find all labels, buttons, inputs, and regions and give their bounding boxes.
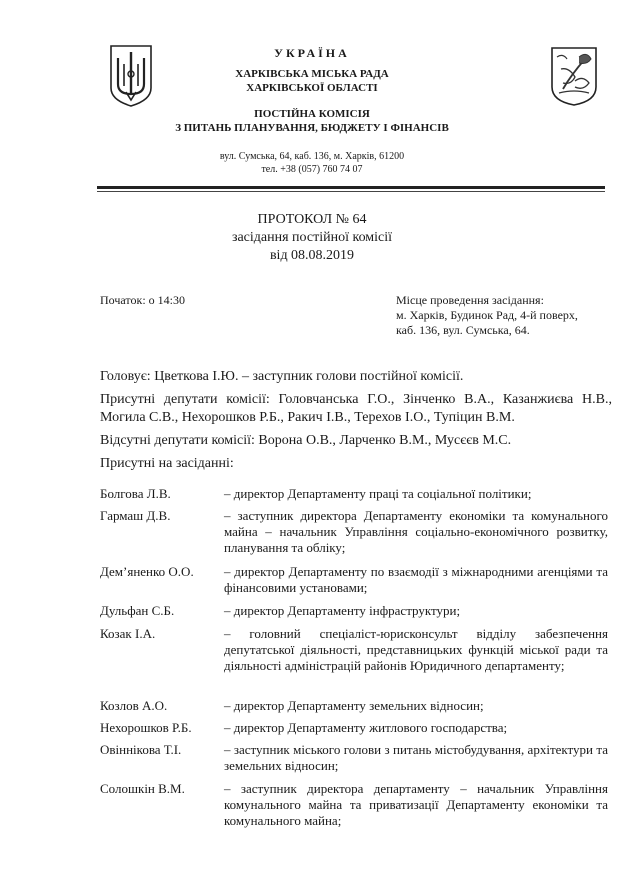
meeting-place (396, 293, 606, 338)
meeting-place-line-1: м. Харків, Будинок Рад, 4-й поверх, (396, 308, 578, 322)
commission-line-1: ПОСТІЙНА КОМІСІЯ (254, 108, 370, 120)
header-divider-thin (97, 191, 605, 192)
address-line-2: тел. +38 (057) 760 74 07 (261, 164, 363, 175)
commission-heading (0, 107, 624, 135)
council-line-2: ХАРКІВСЬКОЇ ОБЛАСТІ (246, 82, 378, 94)
council-line-1: ХАРКІВСЬКА МІСЬКА РАДА (235, 68, 389, 80)
attendee-name: Болгова Л.В. (100, 486, 171, 501)
protocol-date: від 08.08.2019 (269, 248, 355, 263)
council-heading (0, 67, 624, 95)
contact-address (0, 150, 624, 176)
attendees-label: Присутні на засіданні: (100, 456, 234, 471)
header-divider-thick (97, 186, 605, 189)
protocol-title: ПРОТОКОЛ № 64 (257, 212, 367, 227)
chair-paragraph: Головує: Цветкова І.Ю. – заступник голови постійної комісії. (100, 369, 464, 384)
attendee-name: Дульфан С.Б. (100, 603, 175, 618)
attendee-name: Овіннікова Т.І. (100, 742, 182, 757)
commission-line-2: З ПИТАНЬ ПЛАНУВАННЯ, БЮДЖЕТУ І ФІНАНСІВ (175, 122, 449, 134)
meeting-place-line-2: каб. 136, вул. Сумська, 64. (396, 323, 530, 337)
attendee-role: – директор Департаменту праці та соціальної політики; (224, 486, 532, 501)
attendee-name: Гармаш Д.В. (100, 508, 171, 523)
meeting-place-label: Місце проведення засідання: (396, 293, 544, 307)
attendee-role: – директор Департаменту інфраструктури; (224, 603, 461, 618)
attendee-role: – директор Департаменту земельних відносин; (224, 698, 484, 713)
absent-members-paragraph: Відсутні депутати комісії: Ворона О.В., Ларченко В.М., Мусєєв М.С. (100, 433, 512, 448)
attendee-role: – головний спеціаліст-юрисконсульт відділу забезпечення депутатської діяльності, представницьких функцій міської ради та діяльності адміністрацій районів Юридичного департаменту; (224, 626, 608, 673)
country-heading: УКРАЇНА (274, 46, 350, 60)
attendee-role: – заступник директора департаменту – начальник Управління комунального майна та приватизації Департаменту економіки та комунального майна; (224, 781, 608, 828)
present-members-paragraph: Присутні депутати комісії: Головчанська Г.О., Зінченко В.А., Казанжиєва Н.В., Могила С.В., Нехорошков Р.Б., Ракич І.В., Терехов І.О., Тупіцин В.М. (100, 392, 612, 425)
attendee-name: Нехорошков Р.Б. (100, 720, 192, 735)
protocol-title-block (0, 211, 624, 265)
attendee-name: Козлов А.О. (100, 698, 168, 713)
attendee-name: Солошкін В.М. (100, 781, 185, 796)
protocol-subtitle: засідання постійної комісії (231, 230, 393, 245)
meeting-start-time: Початок: о 14:30 (100, 293, 185, 307)
attendee-role: – заступник міського голови з питань містобудування, архітектури та земельних відносин; (224, 742, 608, 773)
attendee-name: Козак І.А. (100, 626, 156, 641)
attendee-role: – директор Департаменту по взаємодії з міжнародними агенціями та фінансовими установами; (224, 564, 608, 595)
attendee-role: – директор Департаменту житлового господарства; (224, 720, 508, 735)
attendee-role: – заступник директора Департаменту економіки та комунального майна – начальник Управління соціально-економічного розвитку, планування та обліку; (224, 508, 608, 555)
address-line-1: вул. Сумська, 64, каб. 136, м. Харків, 61200 (219, 151, 405, 162)
attendee-name: Дем’яненко О.О. (100, 564, 194, 579)
